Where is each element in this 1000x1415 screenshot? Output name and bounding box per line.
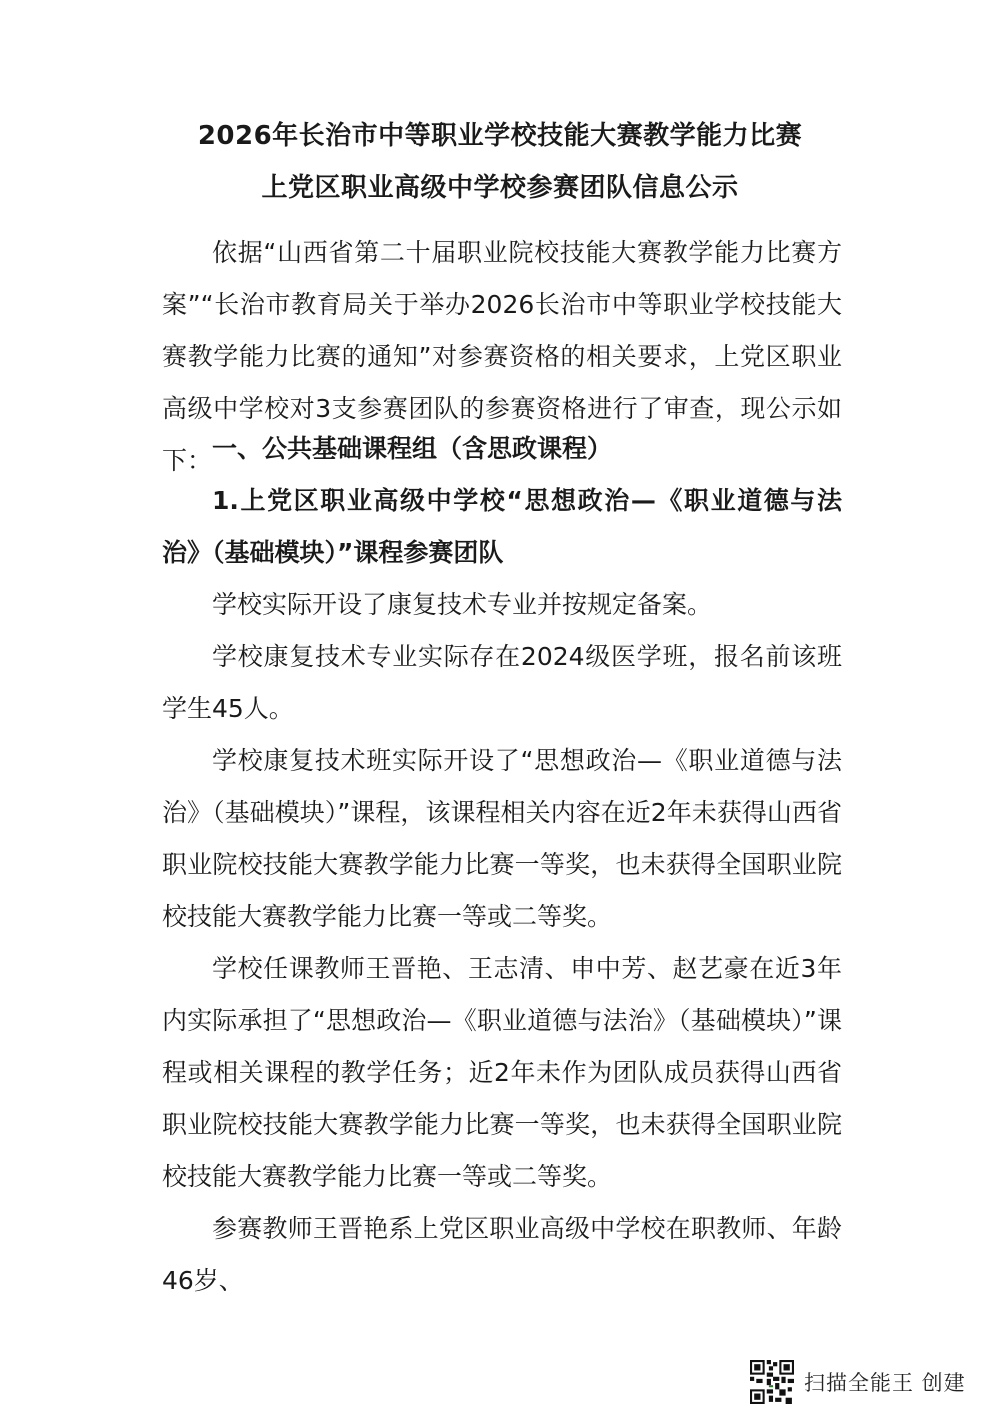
- paragraph-1: 学校实际开设了康复技术专业并按规定备案。: [212, 590, 713, 619]
- scanner-watermark-label: 扫描全能王 创建: [804, 1371, 966, 1395]
- intro-paragraph: 依据“山西省第二十届职业院校技能大赛教学能力比赛方案”“长治市教育局关于举办2026长治市中等职业学校技能大赛教学能力比赛的通知”对参赛资格的相关要求，上党区职业高级中学校对3支参赛团队的参赛资格进行了审查，现公示如下：: [162, 238, 842, 475]
- document-title-line2: 上党区职业高级中学校参赛团队信息公示: [261, 173, 739, 203]
- paragraph-5: 参赛教师王晋艳系上党区职业高级中学校在职教师、年龄46岁、: [162, 1214, 842, 1295]
- subsection-heading: 1.上党区职业高级中学校“思想政治—《职业道德与法治》（基础模块）”课程参赛团队: [162, 486, 842, 567]
- document-title-line1: 2026年长治市中等职业学校技能大赛教学能力比赛: [197, 121, 803, 151]
- scanner-watermark: [750, 1352, 966, 1412]
- paragraph-4: 学校任课教师王晋艳、王志清、申中芳、赵艺豪在近3年内实际承担了“思想政治—《职业道德与法治》（基础模块）”课程或相关课程的教学任务；近2年未作为团队成员获得山西省职业院校技能大赛教学能力比赛一等奖，也未获得全国职业院校技能大赛教学能力比赛一等或二等奖。: [162, 954, 842, 1191]
- qr-code-icon: [750, 1360, 794, 1404]
- paragraph-2: 学校康复技术专业实际存在2024级医学班，报名前该班学生45人。: [162, 642, 842, 723]
- section-heading: 一、公共基础课程组（含思政课程）: [212, 434, 613, 463]
- section-block: [162, 423, 842, 1307]
- paragraph-3: 学校康复技术班实际开设了“思想政治—《职业道德与法治》（基础模块）”课程，该课程相关内容在近2年未获得山西省职业院校技能大赛教学能力比赛一等奖，也未获得全国职业院校技能大赛教学能力比赛一等或二等奖。: [162, 746, 842, 931]
